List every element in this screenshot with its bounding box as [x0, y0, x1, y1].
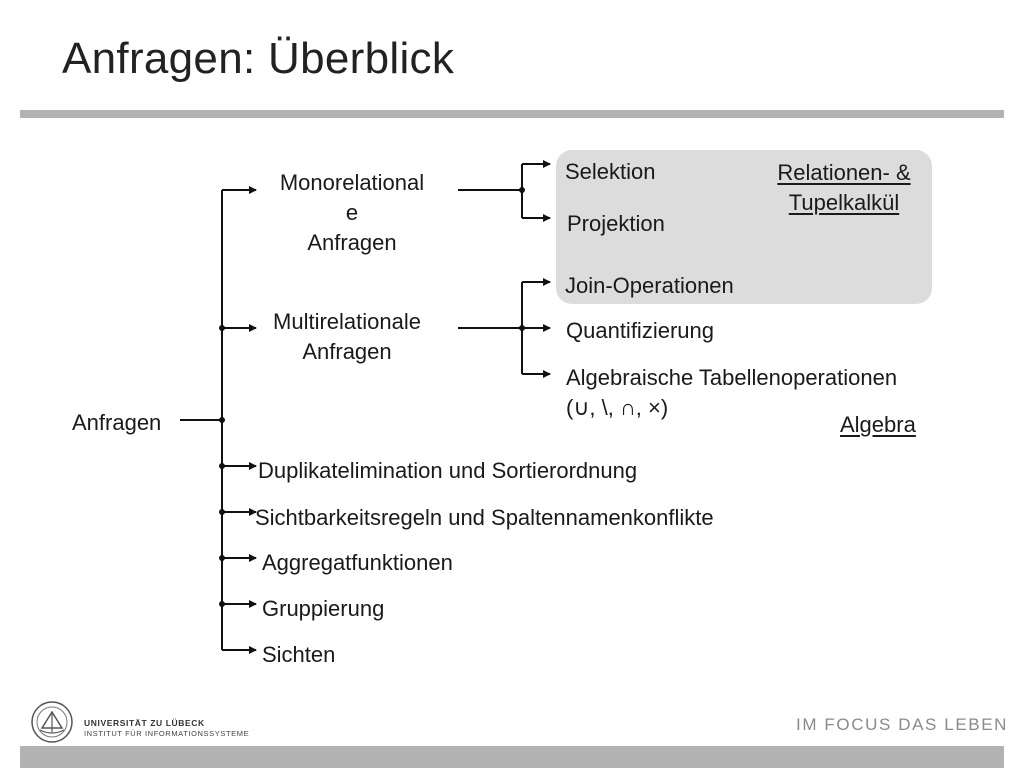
- mono-label-line-3: Anfragen: [307, 230, 397, 255]
- slide-title: Anfragen: Überblick: [62, 34, 455, 83]
- mono-label: [262, 168, 442, 258]
- item-sichten: Sichten: [262, 642, 336, 667]
- calculus-label-line-1: Relationen- &: [777, 160, 911, 185]
- institute-name: INSTITUT FÜR INFORMATIONSSYSTEME: [84, 729, 250, 738]
- mono-label-line-1: Monorelational: [279, 170, 425, 195]
- algebra-label: Algebra: [840, 412, 916, 437]
- footer-slogan: IM FOCUS DAS LEBEN: [796, 715, 1009, 734]
- multi-label-line-2: Anfragen: [302, 339, 392, 364]
- selektion-label: Selektion: [565, 159, 656, 184]
- bottom-bar: [20, 746, 1004, 768]
- quantifizierung-label: Quantifizierung: [566, 318, 714, 343]
- university-seal-icon: [30, 698, 74, 746]
- root-label: Anfragen: [72, 410, 162, 435]
- algebraic-ops-line-2: (∪, \, ∩, ×): [566, 395, 669, 420]
- calculus-label: [754, 158, 934, 218]
- item-duplikatelimination: Duplikatelimination und Sortierordnung: [258, 458, 638, 483]
- projektion-label: Projektion: [567, 211, 665, 236]
- multi-label: [252, 307, 442, 367]
- mono-label-line-2: e: [345, 200, 359, 225]
- join-label: Join-Operationen: [565, 273, 734, 298]
- algebraic-ops-line-1: Algebraische Tabellenoperationen: [566, 365, 898, 390]
- calculus-label-line-2: Tupelkalkül: [788, 190, 900, 215]
- university-name: UNIVERSITÄT ZU LÜBECK: [84, 718, 205, 728]
- item-gruppierung: Gruppierung: [262, 596, 385, 621]
- item-sichtbarkeitsregeln: Sichtbarkeitsregeln und Spaltennamenkonflikte: [255, 505, 714, 530]
- multi-label-line-1: Multirelationale: [273, 309, 421, 334]
- item-aggregatfunktionen: Aggregatfunktionen: [262, 550, 453, 575]
